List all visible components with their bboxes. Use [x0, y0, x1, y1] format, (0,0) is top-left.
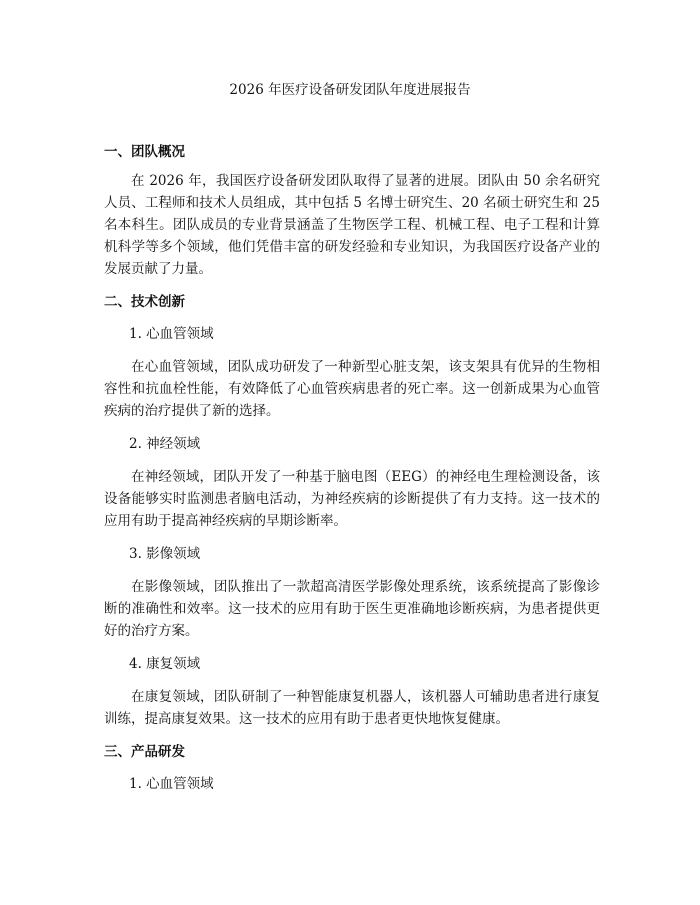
section-heading-tech-innovation: 二、技术创新 — [104, 294, 185, 310]
document-body — [104, 142, 600, 794]
imaging-paragraph: 在影像领域，团队推出了一款超高清医学影像处理系统，该系统提高了影像诊断的准确性和效率。这一技术的应用有助于医生更准确地诊断疾病，为患者提供更好的治疗方案。 — [104, 579, 600, 639]
section-heading-product-rd: 三、产品研发 — [104, 744, 185, 760]
rehab-paragraph: 在康复领域，团队研制了一种智能康复机器人，该机器人可辅助患者进行康复训练，提高康复效果。这一技术的应用有助于患者更快地恢复健康。 — [104, 689, 600, 727]
document-title: 2026 年医疗设备研发团队年度进展报告 — [229, 82, 471, 98]
subsection-title-product-cardiovascular: 1. 心血管领域 — [129, 776, 214, 792]
section-heading-team-overview: 一、团队概况 — [104, 144, 185, 160]
subsection-title-neuro: 2. 神经领域 — [129, 436, 201, 452]
team-overview-paragraph: 在 2026 年，我国医疗设备研发团队取得了显著的进展。团队由 50 余名研究人员、工程师和技术人员组成，其中包括 5 名博士研究生、20 名硕士研究生和 25 名本科生。团队成员的专业背景涵盖了生物医学工程、机械工程、电子工程和计算机科学等多个领域，他们凭借丰富的研发经验和专业知识，为我国医疗设备产业的发展贡献了力量。 — [104, 173, 600, 277]
neuro-paragraph: 在神经领域，团队开发了一种基于脑电图（EEG）的神经电生理检测设备，该设备能够实时监测患者脑电活动，为神经疾病的诊断提供了有力支持。这一技术的应用有助于提高神经疾病的早期诊断率。 — [104, 469, 600, 529]
subsection-title-rehab: 4. 康复领域 — [129, 656, 201, 672]
subsection-title-cardiovascular: 1. 心血管领域 — [129, 326, 214, 342]
cardiovascular-paragraph: 在心血管领域，团队成功研发了一种新型心脏支架，该支架具有优异的生物相容性和抗血栓性能，有效降低了心血管疾病患者的死亡率。这一创新成果为心血管疾病的治疗提供了新的选择。 — [104, 359, 600, 419]
subsection-title-imaging: 3. 影像领域 — [129, 546, 201, 562]
